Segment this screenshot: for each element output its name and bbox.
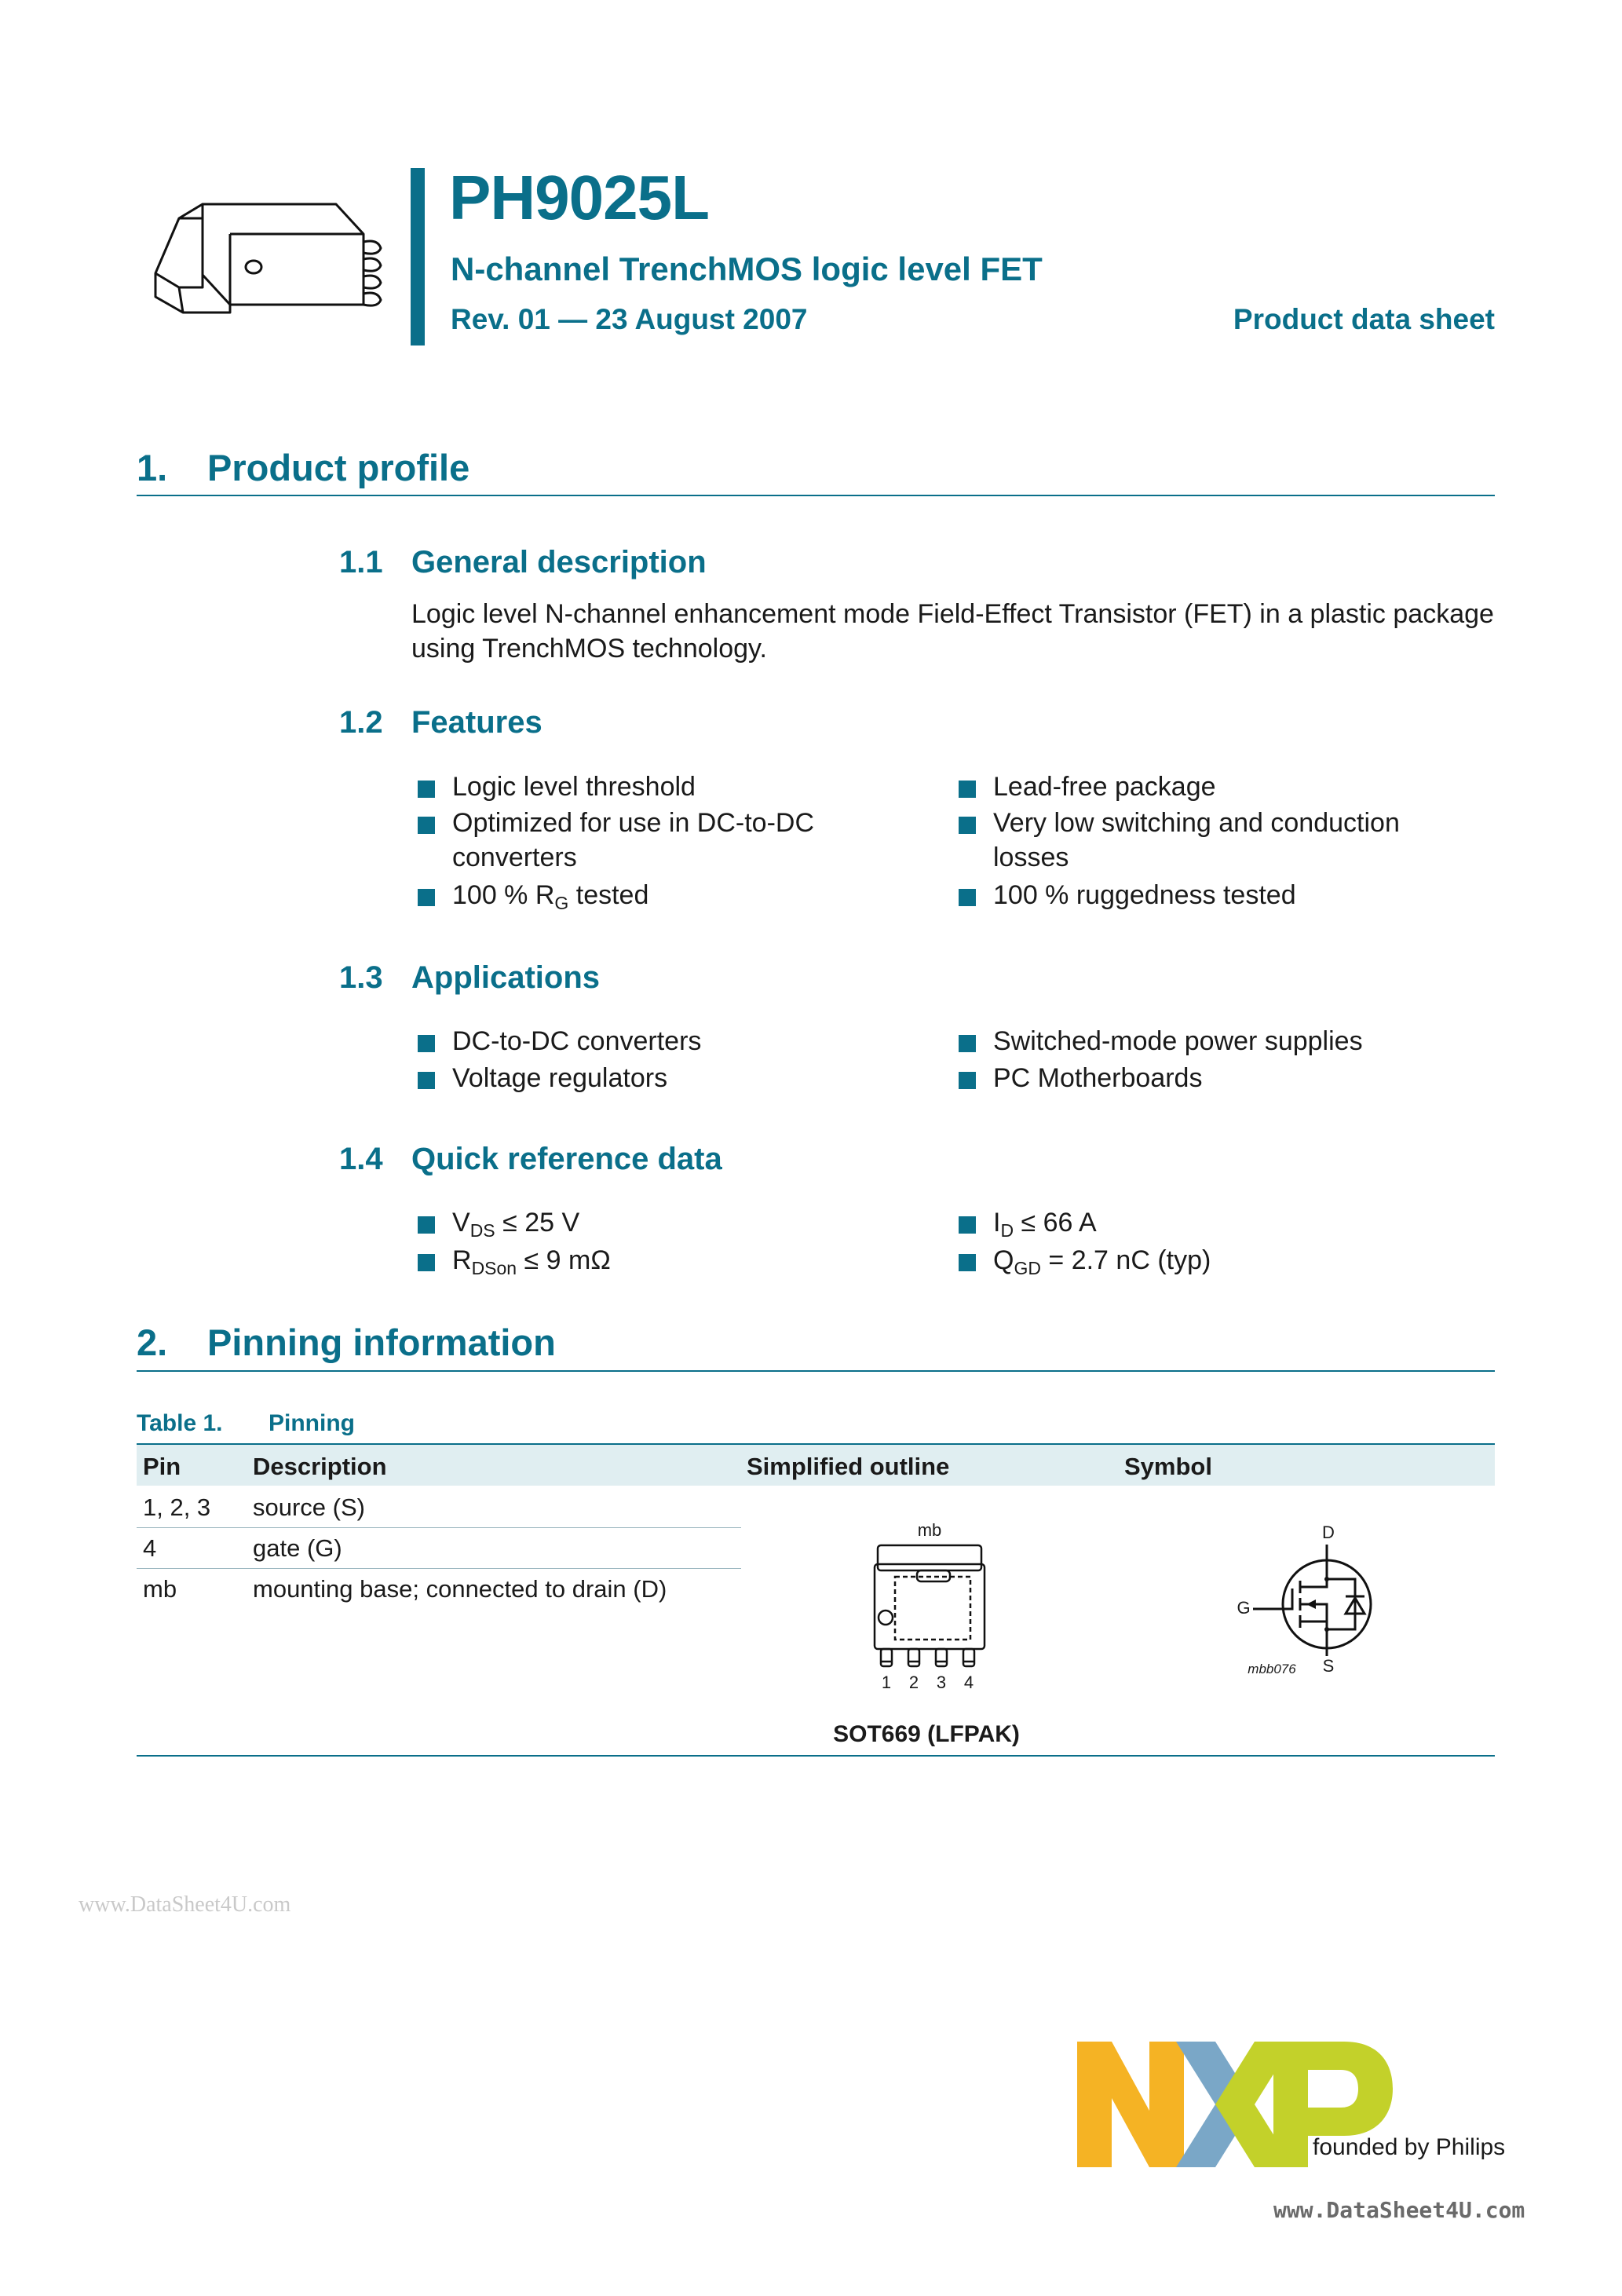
table-cell-pin: mb <box>143 1575 177 1603</box>
application-item: Voltage regulators <box>411 1061 939 1095</box>
section-title: Product profile <box>207 447 470 488</box>
quickref-item-rdson: $R_{DSon} \le 9$ mΩ <box>411 1243 939 1285</box>
subheading-quick-reference <box>339 1143 722 1175</box>
mosfet-symbol-drawing <box>1225 1512 1397 1676</box>
symbol-label-source: S <box>1322 1656 1335 1676</box>
quickref-item-id: $I_D \le 66$ A <box>952 1205 1527 1248</box>
watermark-left: www.DataSheet4U.com <box>79 1892 291 1917</box>
feature-item: Optimized for use in DC-to-DC converters <box>411 806 939 875</box>
subheading-features <box>339 707 542 738</box>
bullet-square-icon <box>959 1216 976 1234</box>
subsection-number: 1.4 <box>339 1142 383 1176</box>
doc-type: Product data sheet <box>1233 303 1495 335</box>
revision-date: Rev. 01 — 23 August 2007 <box>451 303 808 335</box>
section-number: 1. <box>137 447 168 488</box>
symbol-label-drain: D <box>1322 1523 1335 1542</box>
simplified-outline-drawing <box>864 1515 1005 1704</box>
table-cell-description: source (S) <box>253 1493 365 1521</box>
table-bottom-rule <box>137 1755 1495 1757</box>
bullet-square-icon <box>418 781 435 798</box>
symbol-code: mbb076 <box>1248 1662 1296 1676</box>
column-header-description: Description <box>253 1453 387 1480</box>
section-rule <box>137 1370 1495 1372</box>
subsection-title: Features <box>411 705 542 740</box>
table-cell-pin: 1, 2, 3 <box>143 1493 211 1521</box>
bullet-square-icon <box>959 1254 976 1271</box>
subsection-number: 1.2 <box>339 705 383 740</box>
header-accent-bar <box>411 168 425 345</box>
bullet-square-icon <box>959 1072 976 1089</box>
section-number: 2. <box>137 1322 168 1363</box>
general-description-text: Logic level N-channel enhancement mode Field-Effect Transistor (FET) in a plastic package using TrenchMOS technology. <box>411 599 1494 664</box>
subheading-applications <box>339 962 600 993</box>
bullet-square-icon <box>418 1072 435 1089</box>
bullet-square-icon <box>959 817 976 834</box>
bullet-square-icon <box>959 889 976 906</box>
bullet-square-icon <box>418 1216 435 1234</box>
part-number: PH9025L <box>449 163 709 232</box>
bullet-square-icon <box>418 817 435 834</box>
logo-tagline: founded by Philips <box>1313 2134 1506 2160</box>
subsection-title: General description <box>411 545 707 579</box>
feature-item: Very low switching and conduction losses <box>952 806 1480 875</box>
column-header-pin: Pin <box>143 1453 181 1480</box>
outline-label-mb: mb <box>917 1520 942 1540</box>
table-cell-pin: 4 <box>143 1534 157 1562</box>
table-caption <box>137 1410 355 1437</box>
subsection-title: Applications <box>411 960 601 995</box>
package-illustration <box>148 187 383 336</box>
bullet-square-icon <box>418 889 435 906</box>
section-heading-pinning-information <box>137 1324 556 1361</box>
bullet-square-icon <box>418 1035 435 1052</box>
document-subtitle: N-channel TrenchMOS logic level FET <box>451 250 1043 287</box>
section-heading-product-profile <box>137 449 469 486</box>
bullet-square-icon <box>418 1254 435 1271</box>
feature-item: Logic level threshold <box>411 770 939 804</box>
outline-pin-label: 4 <box>963 1673 974 1692</box>
table-title: Pinning <box>269 1410 355 1436</box>
subsection-number: 1.1 <box>339 545 383 579</box>
outline-pin-label: 3 <box>936 1673 947 1692</box>
feature-item: Lead-free package <box>952 770 1527 804</box>
watermark-right: www.DataSheet4U.com <box>1273 2197 1525 2223</box>
column-header-outline: Simplified outline <box>747 1453 950 1480</box>
column-header-symbol: Symbol <box>1124 1453 1212 1480</box>
section-rule <box>137 495 1495 496</box>
application-item: Switched-mode power supplies <box>952 1024 1527 1058</box>
outline-pin-label: 1 <box>881 1673 892 1692</box>
subheading-general-description <box>339 547 707 578</box>
table-header-row <box>137 1445 1495 1486</box>
bullet-square-icon <box>959 1035 976 1052</box>
bullet-square-icon <box>959 781 976 798</box>
table-row-divider <box>137 1568 741 1569</box>
symbol-label-gate: G <box>1237 1598 1251 1618</box>
application-item: DC-to-DC converters <box>411 1024 939 1058</box>
package-name: SOT669 (LFPAK) <box>833 1721 1020 1747</box>
quickref-item-vds: $V_{DS} \le 25$ V <box>411 1205 939 1248</box>
subsection-number: 1.3 <box>339 960 383 995</box>
subsection-title: Quick reference data <box>411 1142 722 1176</box>
feature-item: 100 % ruggedness tested <box>952 878 1527 912</box>
quickref-item-qgd: $Q_{GD} = 2.7$ nC (typ) <box>952 1243 1527 1285</box>
table-cell-description: gate (G) <box>253 1534 342 1562</box>
table-label: Table 1. <box>137 1410 223 1436</box>
section-title: Pinning information <box>207 1322 556 1363</box>
table-cell-description: mounting base; connected to drain (D) <box>253 1575 667 1603</box>
outline-pin-label: 2 <box>908 1673 919 1692</box>
table-row-divider <box>137 1527 741 1528</box>
application-item: PC Motherboards <box>952 1061 1527 1095</box>
feature-item: 100 % $R_G$ tested <box>411 878 939 920</box>
